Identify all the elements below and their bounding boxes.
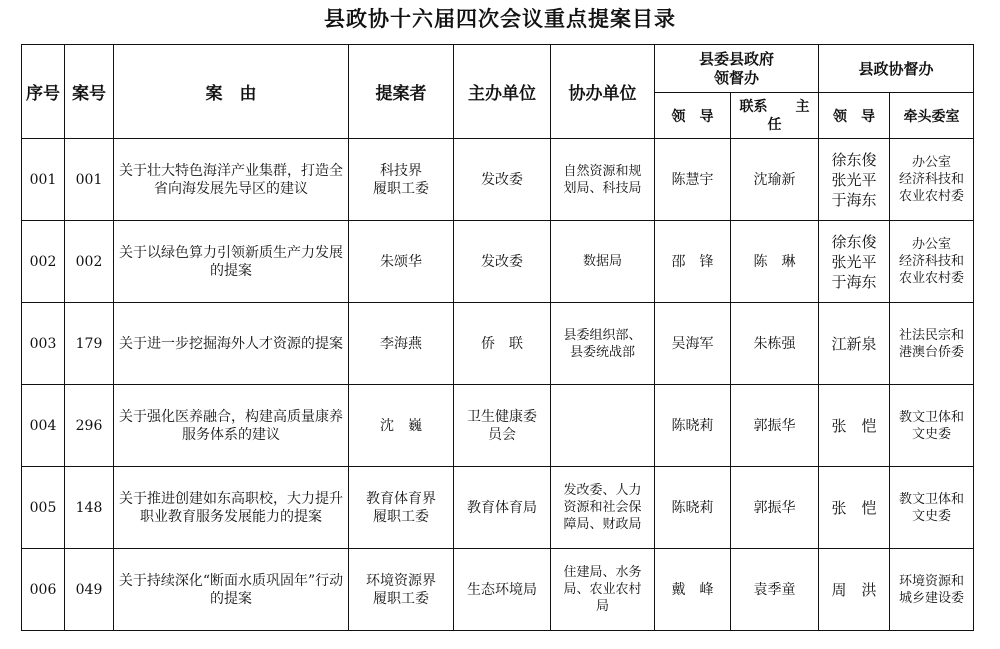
cell-lead-unit: 发改委 (454, 139, 551, 221)
cell-proposer: 朱颂华 (349, 221, 454, 303)
header-case-no: 案号 (65, 45, 114, 139)
cell-case-no: 002 (65, 221, 114, 303)
cell-cppcc-leader: 徐东俊 张光平 于海东 (819, 221, 890, 303)
header-liaison: 联系 主 任 (731, 93, 819, 139)
cell-committee: 环境资源和 城乡建设委 (890, 549, 974, 631)
cell-subject: 关于持续深化“断面水质巩固年”行动的提案 (114, 549, 349, 631)
cell-proposer: 科技界 履职工委 (349, 139, 454, 221)
cell-committee: 办公室 经济科技和 农业农村委 (890, 139, 974, 221)
cell-subject: 关于强化医养融合，构建高质量康养服务体系的建议 (114, 385, 349, 467)
cell-leader: 戴 峰 (655, 549, 731, 631)
header-cppcc-supervision: 县政协督办 (819, 45, 974, 93)
cell-seq: 002 (22, 221, 65, 303)
cell-co-units: 自然资源和规 划局、科技局 (551, 139, 655, 221)
cell-committee: 社法民宗和 港澳台侨委 (890, 303, 974, 385)
cell-liaison: 袁季童 (731, 549, 819, 631)
cell-proposer: 沈 巍 (349, 385, 454, 467)
header-lead-committee: 牵头委室 (890, 93, 974, 139)
table-row (22, 139, 974, 221)
cell-case-no: 049 (65, 549, 114, 631)
cell-committee: 办公室 经济科技和 农业农村委 (890, 221, 974, 303)
header-proposer: 提案者 (349, 45, 454, 139)
cell-liaison: 陈 琳 (731, 221, 819, 303)
header-seq: 序号 (22, 45, 65, 139)
cell-case-no: 001 (65, 139, 114, 221)
cell-lead-unit: 生态环境局 (454, 549, 551, 631)
cell-seq: 003 (22, 303, 65, 385)
header-leader: 领 导 (655, 93, 731, 139)
cell-cppcc-leader: 张 恺 (819, 385, 890, 467)
cell-lead-unit: 发改委 (454, 221, 551, 303)
cell-subject: 关于推进创建如东高职校，大力提升职业教育服务发展能力的提案 (114, 467, 349, 549)
cell-case-no: 179 (65, 303, 114, 385)
cell-liaison: 朱栋强 (731, 303, 819, 385)
cell-cppcc-leader: 徐东俊 张光平 于海东 (819, 139, 890, 221)
cell-seq: 006 (22, 549, 65, 631)
header-lead-unit: 主办单位 (454, 45, 551, 139)
page-title: 县政协十六届四次会议重点提案目录 (324, 7, 676, 31)
header-county-supervision: 县委县政府 领督办 (655, 45, 819, 93)
header-co-units: 协办单位 (551, 45, 655, 139)
cell-co-units: 数据局 (551, 221, 655, 303)
cell-co-units (551, 385, 655, 467)
cell-co-units: 住建局、水务 局、农业农村 局 (551, 549, 655, 631)
cell-case-no: 296 (65, 385, 114, 467)
table-row (22, 385, 974, 467)
cell-committee: 教文卫体和 文史委 (890, 467, 974, 549)
cell-cppcc-leader: 周 洪 (819, 549, 890, 631)
cell-co-units: 县委组织部、 县委统战部 (551, 303, 655, 385)
cell-liaison: 郭振华 (731, 385, 819, 467)
table-row (22, 221, 974, 303)
cell-proposer: 教育体育界 履职工委 (349, 467, 454, 549)
cell-lead-unit: 卫生健康委 员会 (454, 385, 551, 467)
cell-cppcc-leader: 江新泉 (819, 303, 890, 385)
table-row (22, 549, 974, 631)
cell-leader: 邵 锋 (655, 221, 731, 303)
cell-liaison: 郭振华 (731, 467, 819, 549)
cell-committee: 教文卫体和 文史委 (890, 385, 974, 467)
header-subject: 案 由 (114, 45, 349, 139)
cell-leader: 陈晓莉 (655, 467, 731, 549)
table-row (22, 303, 974, 385)
cell-case-no: 148 (65, 467, 114, 549)
cell-cppcc-leader: 张 恺 (819, 467, 890, 549)
table-row (22, 467, 974, 549)
cell-liaison: 沈瑜新 (731, 139, 819, 221)
proposal-table (21, 44, 974, 631)
cell-seq: 004 (22, 385, 65, 467)
cell-seq: 001 (22, 139, 65, 221)
cell-co-units: 发改委、人力 资源和社会保 障局、财政局 (551, 467, 655, 549)
cell-leader: 吴海军 (655, 303, 731, 385)
cell-subject: 关于壮大特色海洋产业集群，打造全省向海发展先导区的建议 (114, 139, 349, 221)
cell-proposer: 环境资源界 履职工委 (349, 549, 454, 631)
cell-lead-unit: 教育体育局 (454, 467, 551, 549)
cell-lead-unit: 侨 联 (454, 303, 551, 385)
cell-seq: 005 (22, 467, 65, 549)
cell-leader: 陈慧宇 (655, 139, 731, 221)
header-cppcc-leader: 领 导 (819, 93, 890, 139)
cell-subject: 关于进一步挖掘海外人才资源的提案 (114, 303, 349, 385)
cell-leader: 陈晓莉 (655, 385, 731, 467)
cell-proposer: 李海燕 (349, 303, 454, 385)
cell-subject: 关于以绿色算力引领新质生产力发展的提案 (114, 221, 349, 303)
